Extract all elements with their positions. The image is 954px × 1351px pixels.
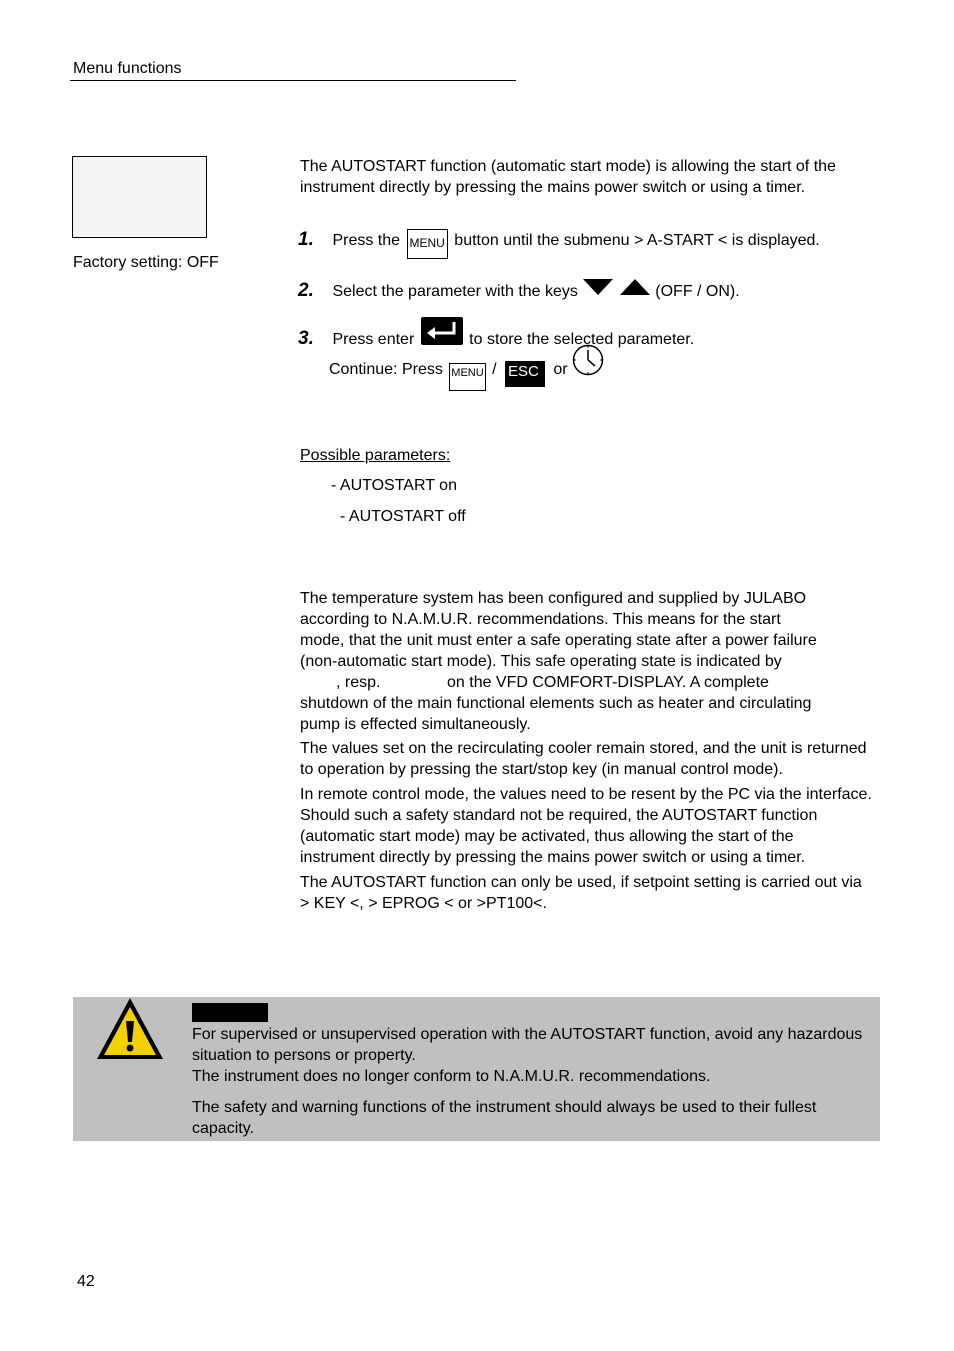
warning-text <box>192 1024 864 1149</box>
warning-label-bar <box>192 1003 268 1022</box>
step-number: 1. <box>298 229 314 250</box>
body-line: The temperature system has been configured and supplied by JULABO <box>300 590 807 607</box>
continue-label: Continue: Press <box>329 361 443 378</box>
esc-key-icon: ESC <box>505 361 545 387</box>
menu-key-icon: MENU <box>407 229 448 259</box>
warning-triangle-icon <box>94 995 166 1063</box>
step-text: to store the selected parameter. <box>469 331 695 348</box>
body-line: according to N.A.M.U.R. recommendations. This means for the start <box>300 611 781 628</box>
intro-paragraph: The AUTOSTART function (automatic start mode) is allowing the start of the instrument directly by pressing the mains power switch or using a timer. <box>300 158 836 196</box>
continue-line <box>329 344 604 391</box>
separator-slash: / <box>492 361 497 378</box>
step-text: Press enter <box>332 331 415 348</box>
body-line-part: , resp. <box>336 674 381 691</box>
warning-line: The safety and warning functions of the instrument should always be used to their fullest capacity. <box>192 1099 817 1137</box>
step-text: button until the submenu > A-START < is displayed. <box>454 232 820 249</box>
header-divider <box>70 80 516 81</box>
page-number: 42 <box>77 1273 95 1290</box>
or-label: or <box>553 361 568 378</box>
body-line: (non-automatic start mode). This safe operating state is indicated by <box>300 653 782 670</box>
param-item: - AUTOSTART on <box>331 477 457 494</box>
body-line: shutdown of the main functional elements such as heater and circulating <box>300 695 812 712</box>
enter-key-icon <box>421 317 463 345</box>
arrow-up-icon <box>619 278 651 296</box>
step-2 <box>298 278 740 302</box>
body-line <box>300 672 872 693</box>
warning-line: The instrument does no longer conform to N.A.M.U.R. recommendations. <box>192 1068 711 1085</box>
body-paragraph-4: Should such a safety standard not be required, the AUTOSTART function (automatic start mode) may be activated, thus allowing the start of the instrument directly by pressing the mains power switch or using a timer. <box>300 807 818 866</box>
params-title: Possible parameters: <box>300 447 451 464</box>
body-line-part: on the VFD COMFORT-DISPLAY. A complete <box>447 674 769 691</box>
body-paragraph-3: In remote control mode, the values need to be resent by the PC via the interface. <box>300 786 872 803</box>
step-1 <box>298 229 820 259</box>
body-line: mode, that the unit must enter a safe operating state after a power failure <box>300 632 817 649</box>
display-placeholder <box>72 156 207 238</box>
page-header-title: Menu functions <box>73 60 182 77</box>
step-text: Select the parameter with the keys <box>332 283 578 300</box>
body-line: pump is effected simultaneously. <box>300 716 531 733</box>
factory-setting-label: Factory setting: OFF <box>73 254 219 271</box>
body-paragraphs <box>300 738 872 918</box>
body-paragraph-1 <box>300 588 872 735</box>
clock-icon <box>572 344 604 376</box>
body-paragraph-2: The values set on the recirculating cooler remain stored, and the unit is returned to operation by pressing the start/stop key (in manual control mode). <box>300 740 867 778</box>
menu-key-icon: MENU <box>449 363 485 391</box>
step-number: 3. <box>298 328 314 349</box>
step-text: Press the <box>332 232 401 249</box>
warning-line: For supervised or unsupervised operation with the AUTOSTART function, avoid any hazardous situation to persons or property. <box>192 1026 863 1064</box>
param-item: - AUTOSTART off <box>340 508 466 525</box>
arrow-down-icon <box>582 278 614 296</box>
body-paragraph-5: The AUTOSTART function can only be used, if setpoint setting is carried out via > KEY <, > EPROG < or >PT100<. <box>300 874 862 912</box>
step-number: 2. <box>298 280 314 301</box>
step-text: (OFF / ON). <box>655 283 740 300</box>
